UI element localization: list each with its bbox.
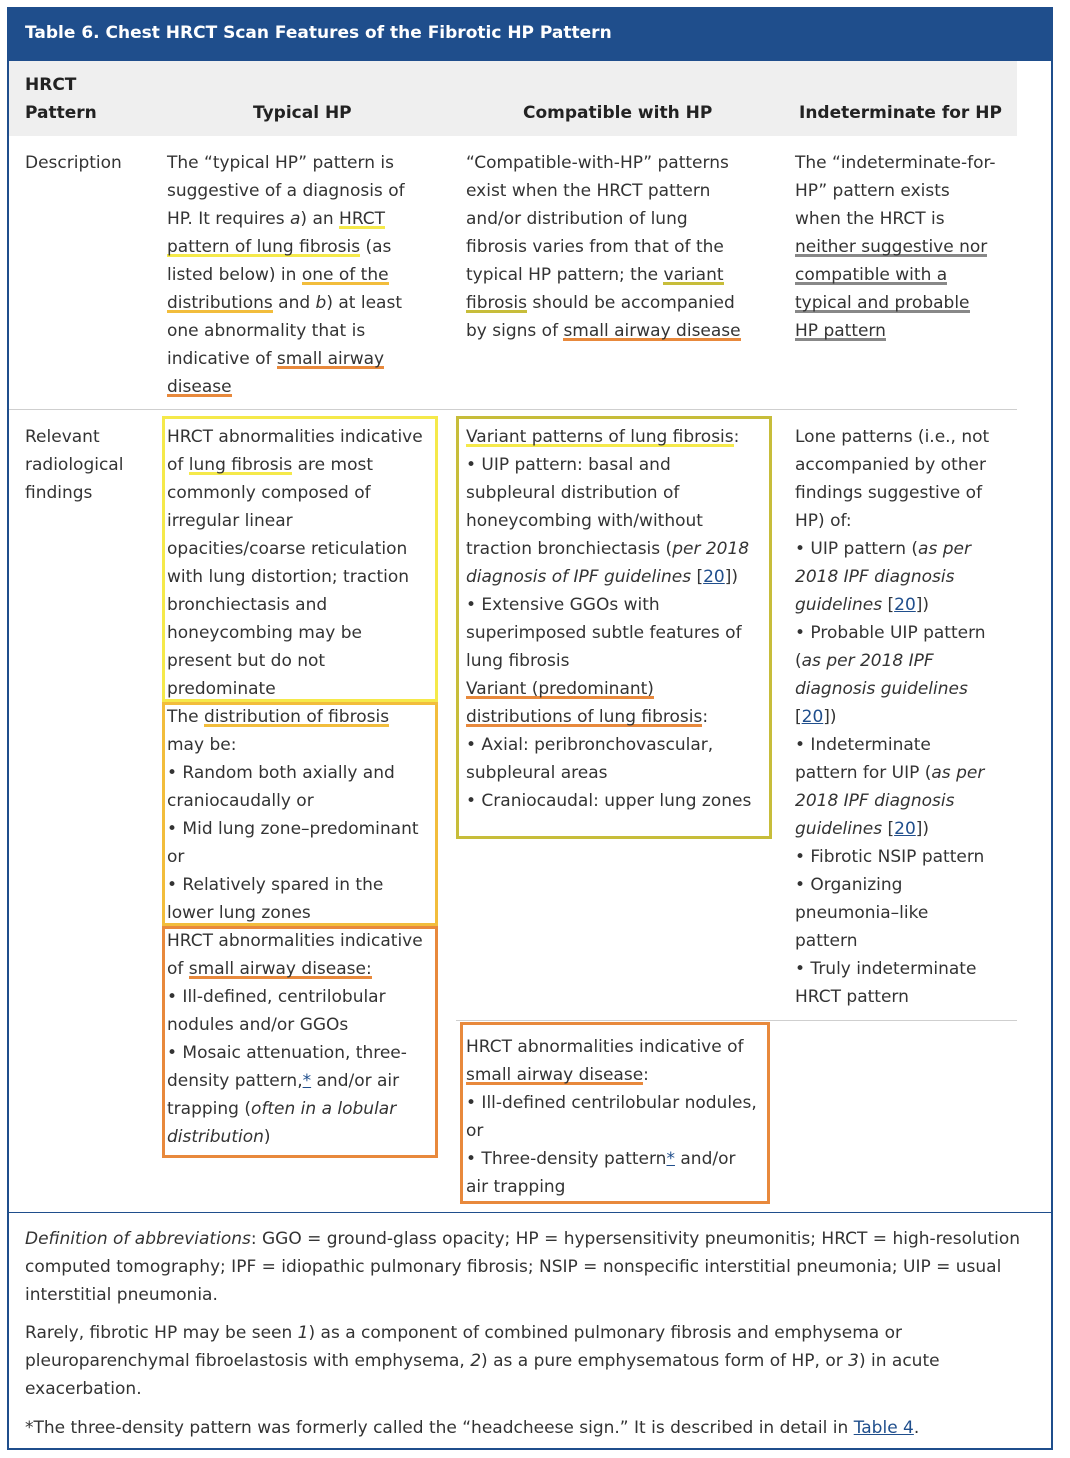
indeterminate-description: The “indeterminate-for- HP” pattern exists when the HRCT is neither suggestive nor compatible with a typical and probable HP pattern	[795, 153, 996, 341]
compatible-variant-text: Variant patterns of lung fibrosis: • UIP pattern: basal and subpleural distribution of honeycombing with/without traction bronchiectasis (per 2018 diagnosis of IPF guidelines [20]) • Extensive GGOs with superimposed subtle features of lung fibrosis Variant (predominant) distributions of lung fibrosis: • Axial: peribronchovascular, subpleural areas • Craniocaudal: upper lung zones	[466, 427, 752, 811]
footnote-link[interactable]: *	[666, 1149, 675, 1169]
three-density-footnote: *The three-density pattern was formerly called the “headcheese sign.” It is described in detail in Table 4.	[25, 1418, 920, 1438]
typical-distribution-text: The distribution of fibrosis may be: • Random both axially and craniocaudally or • Mid lung zone–predominant or • Relatively spared in the lower lung zones	[167, 707, 419, 923]
compatible-small-airway-text: HRCT abnormalities indicative of small airway disease: • Ill-defined centrilobular nodules, or • Three-density pattern* and/or air trapping	[466, 1037, 757, 1197]
row-label-description: Description	[25, 153, 122, 173]
reference-link-20[interactable]: 20	[703, 567, 725, 587]
typical-fibrosis-text: HRCT abnormalities indicative of lung fibrosis are most commonly composed of irregular linear opacities/coarse reticulation with lung distortion; traction bronchiectasis and honeycombing may be present but do not predominate	[167, 427, 423, 699]
reference-link-20[interactable]: 20	[894, 819, 916, 839]
table-4-link[interactable]: Table 4	[853, 1418, 914, 1438]
table-frame	[7, 7, 1053, 1450]
abbreviations-footnote: Definition of abbreviations: GGO = ground-glass opacity; HP = hypersensitivity pneumonitis; HRCT = high-resolution computed tomography; IPF = idiopathic pulmonary fibrosis; NSIP = nonspecific interstitial pneumonia; UIP = usual interstitial pneumonia.	[25, 1229, 1021, 1305]
row-label-findings: Relevant radiological findings	[25, 427, 124, 503]
typical-small-airway-text: HRCT abnormalities indicative of small airway disease: • Ill-defined, centrilobular nodules and/or GGOs • Mosaic attenuation, three- density pattern,* and/or air trapping (often in a lobular distribution)	[167, 931, 423, 1147]
header-compatible-hp: Compatible with HP	[523, 103, 713, 123]
compatible-description: “Compatible-with-HP” patterns exist when the HRCT pattern and/or distribution of lung fibrosis varies from that of the typical HP pattern; the variant fibrosis should be accompanied by signs of small airway disease	[466, 153, 741, 341]
compatible-separator	[456, 1020, 1017, 1021]
table-title: Table 6. Chest HRCT Scan Features of the Fibrotic HP Pattern	[25, 23, 612, 43]
footer-separator	[9, 1212, 1053, 1213]
table-title-bar	[9, 9, 1053, 61]
header-indeterminate-hp: Indeterminate for HP	[799, 103, 1002, 123]
reference-link-20[interactable]: 20	[894, 595, 916, 615]
rare-footnote: Rarely, fibrotic HP may be seen 1) as a component of combined pulmonary fibrosis and emphysema or pleuroparenchymal fibroelastosis with emphysema, 2) as a pure emphysematous form of HP, or 3) in acute exacerbation.	[25, 1323, 940, 1399]
indeterminate-findings: Lone patterns (i.e., not accompanied by other findings suggestive of HP) of: • UIP pattern (as per 2018 IPF diagnosis guidelines [20]) • Probable UIP pattern (as per 2018 IPF diagnosis guidelines [20]) • Indeterminate pattern for UIP (as per 2018 IPF diagnosis guidelines [20]) • Fibrotic NSIP pattern • Organizing pneumonia–like pattern • Truly indeterminate HRCT pattern	[795, 427, 990, 1007]
footnote-link[interactable]: *	[302, 1071, 312, 1091]
row-separator	[9, 409, 1017, 410]
header-typical-hp: Typical HP	[253, 103, 352, 123]
header-hrct-pattern: HRCT Pattern	[25, 75, 97, 123]
reference-link-20[interactable]: 20	[801, 707, 824, 727]
typical-description: The “typical HP” pattern is suggestive of a diagnosis of HP. It requires a) an HRCT pattern of lung fibrosis (as listed below) in one of the distributions and b) at least one abnormality that is indicative of small airway disease	[167, 153, 405, 397]
